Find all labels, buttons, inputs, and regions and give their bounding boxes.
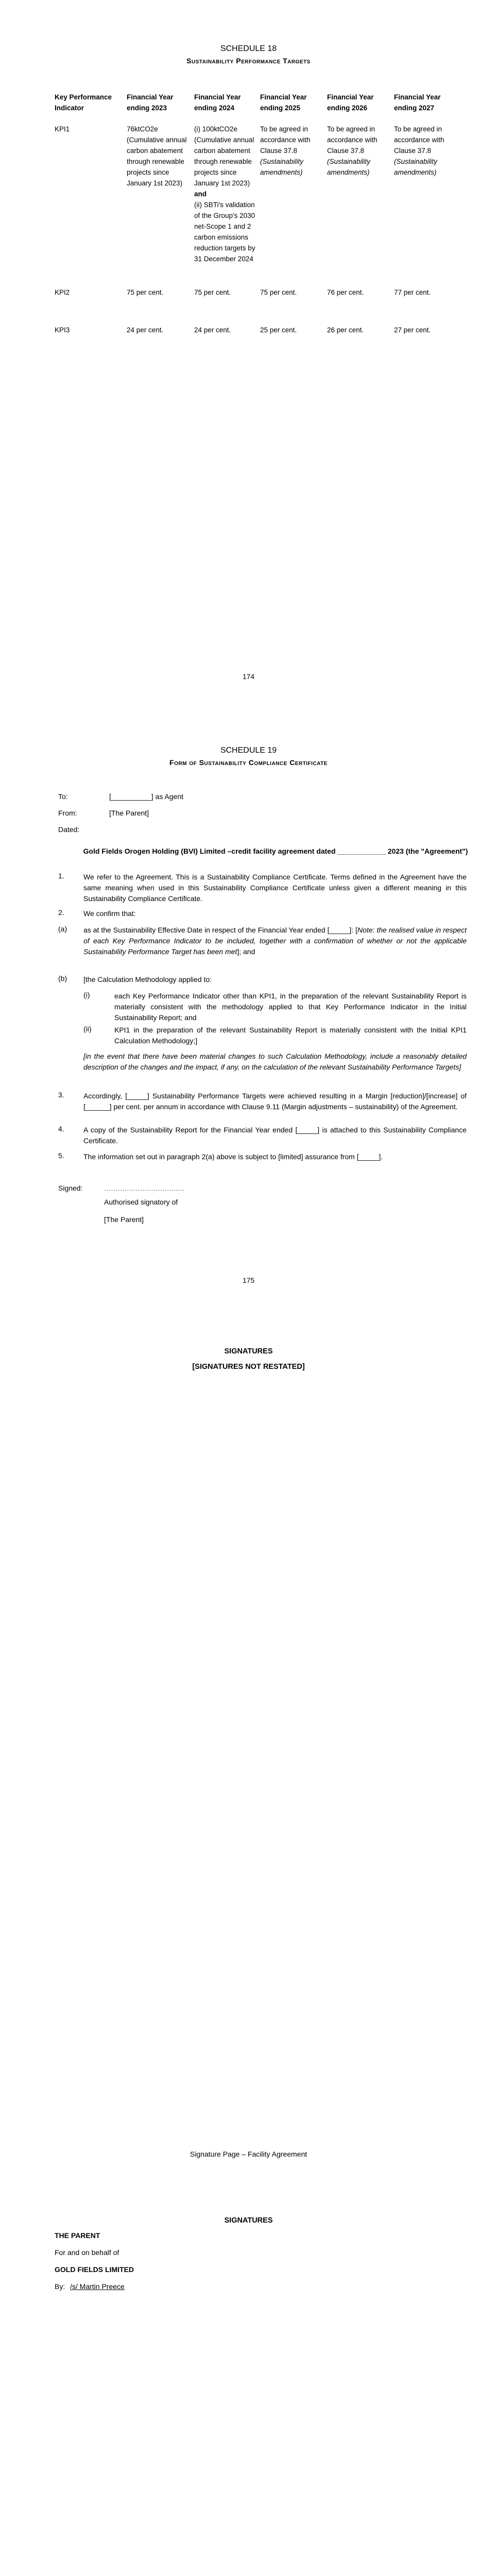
p1-number: 1. bbox=[58, 872, 64, 880]
dated-label: Dated: bbox=[58, 825, 80, 834]
from-label: From: bbox=[58, 809, 77, 817]
signatory-entity: [The Parent] bbox=[104, 1215, 144, 1224]
kpi1-2024-and: and bbox=[194, 190, 207, 198]
signature-page-footer-1: Signature Page – Facility Agreement bbox=[190, 2150, 307, 2158]
paragraph-a-end: ]; and bbox=[237, 947, 255, 956]
pb-number: (b) bbox=[58, 974, 67, 982]
kpi1-2024 bbox=[194, 124, 260, 264]
paragraph-ii: KPI1 in the preparation of the relevant Sustainability Report is materially consistent with the Initial KPI1 Calculation Methodology;] bbox=[114, 1026, 467, 1045]
authorised-signatory: Authorised signatory of bbox=[104, 1198, 178, 1206]
kpi2-2027: 77 per cent. bbox=[394, 289, 431, 296]
calculation-note: [in the event that there have been material changes to such Calculation Methodology, include a reasonably detailed description of the changes and the impact, if any, on the calculation of the relevant Sustainability Performance Targets] bbox=[83, 1052, 467, 1071]
header-2025: Financial Year ending 2025 bbox=[260, 93, 307, 112]
schedule-19-number: SCHEDULE 19 bbox=[220, 746, 277, 755]
signed-line: ……………………………… bbox=[104, 1184, 184, 1192]
kpi2-label: KPI2 bbox=[55, 289, 70, 296]
paragraph-a-text: as at the Sustainability Effective Date in respect of the Financial Year ended [_____]: [ bbox=[83, 926, 358, 934]
kpi-table-header-row bbox=[55, 92, 461, 113]
kpi1-2026-ref: (Sustainability amendments) bbox=[327, 158, 371, 176]
kpi1-2025-text: To be agreed in accordance with Clause 37.8 bbox=[260, 125, 311, 155]
kpi3-2024: 24 per cent. bbox=[194, 326, 231, 334]
header-2027: Financial Year ending 2027 bbox=[394, 93, 441, 112]
kpi2-2024: 75 per cent. bbox=[194, 289, 231, 296]
kpi1-2027-ref: (Sustainability amendments) bbox=[394, 158, 438, 176]
kpi-table bbox=[55, 92, 461, 335]
kpi1-2024-part-i: (i) 100ktCO2e (Cumulative annual carbon abatement through renewable projects since January 1st 2023) bbox=[194, 125, 254, 187]
kpi3-2026: 26 per cent. bbox=[327, 326, 364, 334]
p2-number: 2. bbox=[58, 908, 64, 917]
schedule-18-title: Sustainability Performance Targets bbox=[186, 57, 311, 65]
paragraph-a-note: Note: the realised value in respect of each Key Performance Indicator to be included, together with a confirmation of whether or not the applicable Sustainability Performance Target has been met bbox=[83, 926, 467, 956]
kpi1-label: KPI1 bbox=[55, 125, 70, 133]
paragraph-b: [the Calculation Methodology applied to: bbox=[83, 975, 212, 984]
kpi1-2025-ref: (Sustainability amendments) bbox=[260, 158, 304, 176]
kpi2-2023: 75 per cent. bbox=[127, 289, 164, 296]
paragraph-4: A copy of the Sustainability Report for the Financial Year ended [_____] is attached to this Sustainability Compliance Certificate. bbox=[83, 1126, 467, 1145]
kpi1-2026-text: To be agreed in accordance with Clause 37.8 bbox=[327, 125, 378, 155]
gold-fields-limited: GOLD FIELDS LIMITED bbox=[55, 2265, 134, 2274]
p4-number: 4. bbox=[58, 1125, 64, 1133]
table-row bbox=[55, 325, 461, 335]
from-value: [The Parent] bbox=[109, 809, 149, 817]
certificate-heading: Gold Fields Orogen Holding (BVI) Limited –credit facility agreement dated ____________ 2023 (the "Agreement") bbox=[83, 847, 468, 855]
kpi1-2027-text: To be agreed in accordance with Clause 37.8 bbox=[394, 125, 444, 155]
header-2023: Financial Year ending 2023 bbox=[127, 93, 174, 112]
paragraph-1: We refer to the Agreement. This is a Sustainability Compliance Certificate. Terms defined in the Agreement have the same meaning when used in this Sustainability Compliance Certificate unless given a different meaning in this Sustainability Compliance Certificate. bbox=[83, 873, 467, 903]
kpi3-2023: 24 per cent. bbox=[127, 326, 164, 334]
signatures-not-restated: [SIGNATURES NOT RESTATED] bbox=[192, 1363, 305, 1371]
kpi3-2027: 27 per cent. bbox=[394, 326, 431, 334]
signatures-title-2: SIGNATURES bbox=[224, 2216, 273, 2225]
pi-number: (i) bbox=[83, 991, 90, 999]
table-row bbox=[55, 124, 461, 264]
to-value: [__________] as Agent bbox=[109, 792, 184, 801]
paragraph-2: We confirm that: bbox=[83, 909, 136, 918]
paragraph-5: The information set out in paragraph 2(a) above is subject to [limited] assurance from [_____]. bbox=[83, 1153, 383, 1161]
for-and-on-behalf: For and on behalf of bbox=[55, 2248, 119, 2257]
kpi1-2023: 76ktCO2e (Cumulative annual carbon abatement through renewable projects since January 1st 2023) bbox=[127, 125, 187, 187]
paragraph-3: Accordingly, [_____] Sustainability Performance Targets were achieved resulting in a Margin [reduction]/[increase] of [______] per cent. per annum in accordance with Clause 9.11 (Margin adjustments – sustainability) of the Agreement. bbox=[83, 1092, 467, 1111]
signatures-title-1: SIGNATURES bbox=[224, 1347, 273, 1355]
header-kpi: Key Performance Indicator bbox=[55, 93, 112, 112]
kpi1-2025 bbox=[260, 124, 327, 264]
header-2024: Financial Year ending 2024 bbox=[194, 93, 241, 112]
paragraph-a bbox=[83, 925, 467, 957]
pa-number: (a) bbox=[58, 925, 67, 933]
kpi1-2027 bbox=[394, 124, 461, 264]
kpi1-2024-part-ii: (ii) SBTi's validation of the Group's 2030 net-Scope 1 and 2 carbon emissions reduction targets by 31 December 2024 bbox=[194, 201, 255, 263]
paragraph-i: each Key Performance Indicator other than KPI1, in the preparation of the relevant Sustainability Report is materially consistent with the methodology applied to that Key Performance Indicator in the Initial Sustainability Report; and bbox=[114, 992, 467, 1022]
p3-number: 3. bbox=[58, 1091, 64, 1099]
header-2026: Financial Year ending 2026 bbox=[327, 93, 374, 112]
signature-martin-preece: /s/ Martin Preece bbox=[70, 2282, 125, 2291]
schedule-18-page bbox=[0, 0, 497, 681]
to-label: To: bbox=[58, 792, 68, 801]
kpi3-2025: 25 per cent. bbox=[260, 326, 297, 334]
party-the-parent: THE PARENT bbox=[55, 2231, 100, 2240]
kpi2-2025: 75 per cent. bbox=[260, 289, 297, 296]
pii-number: (ii) bbox=[83, 1025, 92, 1033]
page-number-175: 175 bbox=[242, 1276, 255, 1284]
signed-label: Signed: bbox=[58, 1184, 83, 1192]
kpi1-2026 bbox=[327, 124, 394, 264]
kpi3-label: KPI3 bbox=[55, 326, 70, 334]
kpi2-2026: 76 per cent. bbox=[327, 289, 364, 296]
p5-number: 5. bbox=[58, 1151, 64, 1160]
page-number-174: 174 bbox=[242, 672, 255, 681]
by-label: By: bbox=[55, 2282, 65, 2291]
schedule-19-title: Form of Sustainability Compliance Certificate bbox=[169, 758, 328, 767]
schedule-18-number: SCHEDULE 18 bbox=[220, 44, 277, 53]
table-row bbox=[55, 287, 461, 298]
